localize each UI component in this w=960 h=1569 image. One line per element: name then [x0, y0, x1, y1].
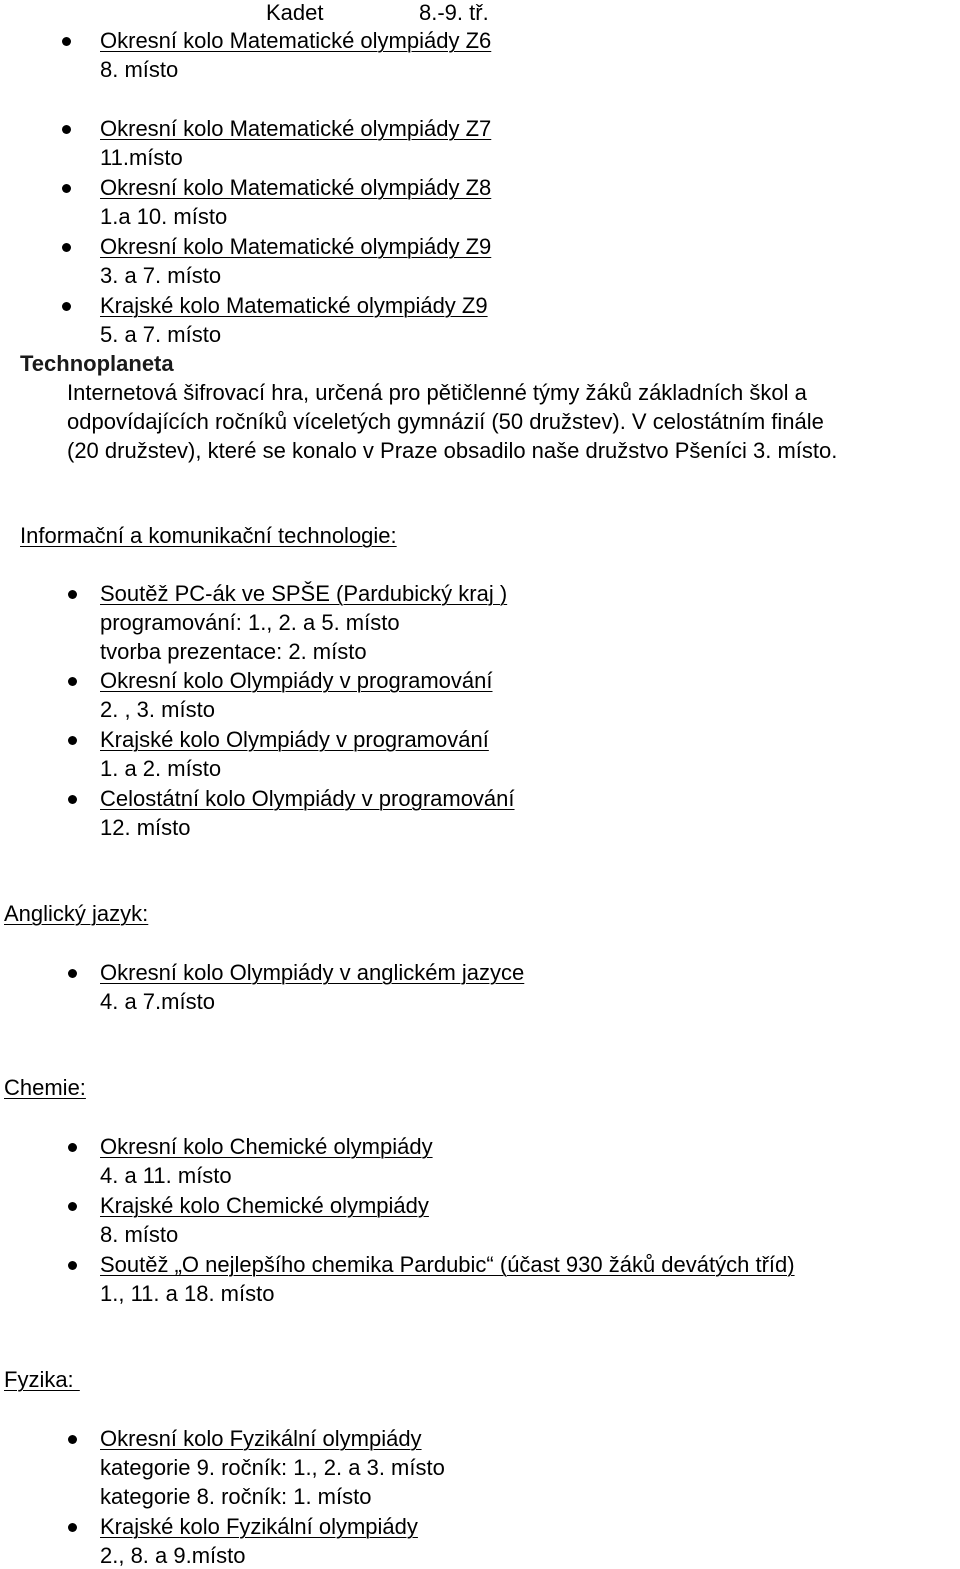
chemistry-heading: Chemie:: [4, 1075, 86, 1100]
chemistry-item-title: Krajské kolo Chemické olympiády: [100, 1193, 429, 1218]
physics-item-title: Okresní kolo Fyzikální olympiády: [100, 1426, 422, 1451]
chemistry-item-result: 4. a 11. místo: [100, 1163, 232, 1188]
ict-item-title: Krajské kolo Olympiády v programování: [100, 727, 489, 752]
math-item-title: Okresní kolo Matematické olympiády Z8: [100, 175, 492, 200]
bullet-icon: [68, 969, 77, 978]
bullet-icon: [68, 1202, 77, 1211]
bullet-icon: [68, 736, 77, 745]
math-item-title: Okresní kolo Matematické olympiády Z9: [100, 234, 492, 259]
ict-item-result: 2. , 3. místo: [100, 697, 215, 722]
math-item-result: 11.místo: [100, 145, 183, 170]
technoplaneta-text-line: (20 družstev), které se konalo v Praze obsadilo naše družstvo Pšeníci 3. místo.: [67, 438, 838, 463]
ict-item-title: Okresní kolo Olympiády v programování: [100, 668, 493, 693]
ict-item-title: Celostátní kolo Olympiády v programování: [100, 786, 515, 811]
ict-item-title: Soutěž PC-ák ve SPŠE (Pardubický kraj ): [100, 581, 508, 606]
physics-item-result: 2., 8. a 9.místo: [100, 1543, 246, 1568]
math-item-result: 8. místo: [100, 57, 179, 82]
grade-label: 8.-9. tř.: [419, 0, 489, 25]
bullet-icon: [68, 1523, 77, 1532]
technoplaneta-text-line: odpovídajících ročníků víceletých gymnázií (50 družstev). V celostátním finále: [67, 409, 824, 434]
math-item-result: 1.a 10. místo: [100, 204, 228, 229]
math-item-title: Okresní kolo Matematické olympiády Z6: [100, 28, 492, 53]
math-item-title: Okresní kolo Matematické olympiády Z7: [100, 116, 492, 141]
bullet-icon: [62, 243, 71, 252]
english-heading: Anglický jazyk:: [4, 901, 149, 926]
bullet-icon: [68, 795, 77, 804]
chemistry-item-title: Soutěž „O nejlepšího chemika Pardubic“ (účast 930 žáků devátých tříd): [100, 1252, 795, 1277]
technoplaneta-heading: Technoplaneta: [20, 351, 174, 376]
ict-item-result: 1. a 2. místo: [100, 756, 222, 781]
technoplaneta-text-line: Internetová šifrovací hra, určená pro pětičlenné týmy žáků základních škol a: [67, 380, 807, 405]
bullet-icon: [68, 1261, 77, 1270]
ict-item-result: programování: 1., 2. a 5. místo: [100, 610, 400, 635]
bullet-icon: [68, 1435, 77, 1444]
physics-item-title: Krajské kolo Fyzikální olympiády: [100, 1514, 418, 1539]
physics-item-result: kategorie 8. ročník: 1. místo: [100, 1484, 372, 1509]
ict-heading: Informační a komunikační technologie:: [20, 523, 397, 548]
chemistry-item-result: 1., 11. a 18. místo: [100, 1281, 275, 1306]
chemistry-item-result: 8. místo: [100, 1222, 179, 1247]
bullet-icon: [62, 37, 71, 46]
physics-heading: Fyzika:: [4, 1367, 80, 1392]
math-item-result: 5. a 7. místo: [100, 322, 222, 347]
physics-item-result: kategorie 9. ročník: 1., 2. a 3. místo: [100, 1455, 445, 1480]
bullet-icon: [68, 677, 77, 686]
ict-item-result: tvorba prezentace: 2. místo: [100, 639, 367, 664]
bullet-icon: [62, 125, 71, 134]
chemistry-item-title: Okresní kolo Chemické olympiády: [100, 1134, 433, 1159]
bullet-icon: [62, 184, 71, 193]
math-item-title: Krajské kolo Matematické olympiády Z9: [100, 293, 488, 318]
bullet-icon: [62, 302, 71, 311]
bullet-icon: [68, 1143, 77, 1152]
english-item-result: 4. a 7.místo: [100, 989, 215, 1014]
ict-item-result: 12. místo: [100, 815, 191, 840]
bullet-icon: [68, 590, 77, 599]
category-label: Kadet: [266, 0, 324, 25]
english-item-title: Okresní kolo Olympiády v anglickém jazyce: [100, 960, 525, 985]
math-item-result: 3. a 7. místo: [100, 263, 222, 288]
